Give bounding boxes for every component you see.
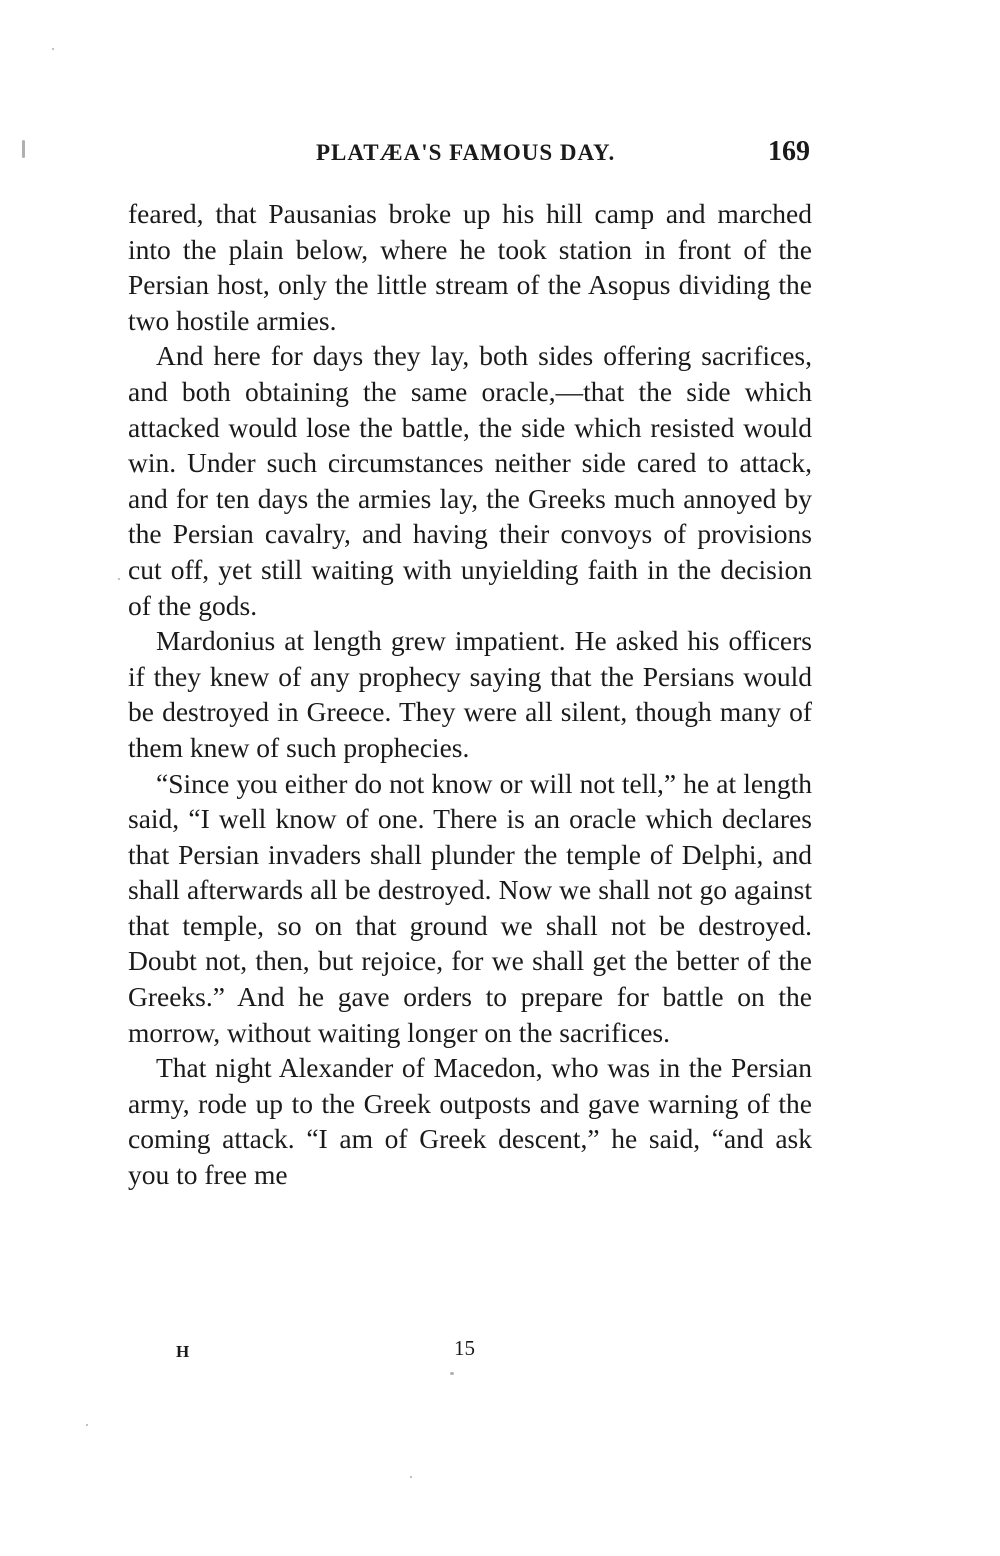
paragraph: That night Alexander of Macedon, who was in the Persian army, rode up to the Greek outposts and gave warning of the coming attack. “I am of Greek descent,” he said, “and ask you to free me [128, 1052, 812, 1191]
paper-speck [450, 1372, 454, 1375]
body-text [128, 196, 812, 1193]
paper-speck [118, 578, 120, 580]
paper-speck [410, 1476, 412, 1478]
page-number: 169 [768, 136, 810, 167]
paragraph: “Since you either do not know or will not tell,” he at length said, “I well know of one. There is an oracle which declares that Persian invaders shall plunder the temple of Delphi, and shall afterwards all be destroyed. Now we shall not go against that temple, so on that ground we shall not be destroyed. Doubt not, then, but rejoice, for we shall get the better of the Greeks.” And he gave orders to prepare for battle on the morrow, without waiting longer on the sacrifices. [128, 767, 812, 1048]
running-title: PLATÆA'S FAMOUS DAY. [316, 140, 616, 165]
paragraph: feared, that Pausanias broke up his hill camp and marched into the plain below, where he took station in front of the Persian host, only the little stream of the Asopus dividing the two hostile armies. [128, 198, 812, 336]
paragraph: Mardonius at length grew impatient. He asked his officers if they knew of any prophecy saying that the Persians would be destroyed in Greece. They were all silent, though many of them knew of such prophecies. [128, 625, 812, 763]
printer-signature-mark: H [176, 1342, 190, 1361]
paper-speck [22, 140, 25, 158]
signature-number: 15 [454, 1336, 475, 1360]
paragraph: And here for days they lay, both sides offering sacrifices, and both obtaining the same oracle,—that the side which attacked would lose the battle, the side which resisted would win. Under such circumstances neither side cared to attack, and for ten days the armies lay, the Greeks much annoyed by the Persian cavalry, and having their convoys of provisions cut off, yet still waiting with unyielding faith in the decision of the gods. [128, 340, 812, 621]
paper-speck [52, 48, 54, 50]
paper-speck [86, 1424, 88, 1426]
